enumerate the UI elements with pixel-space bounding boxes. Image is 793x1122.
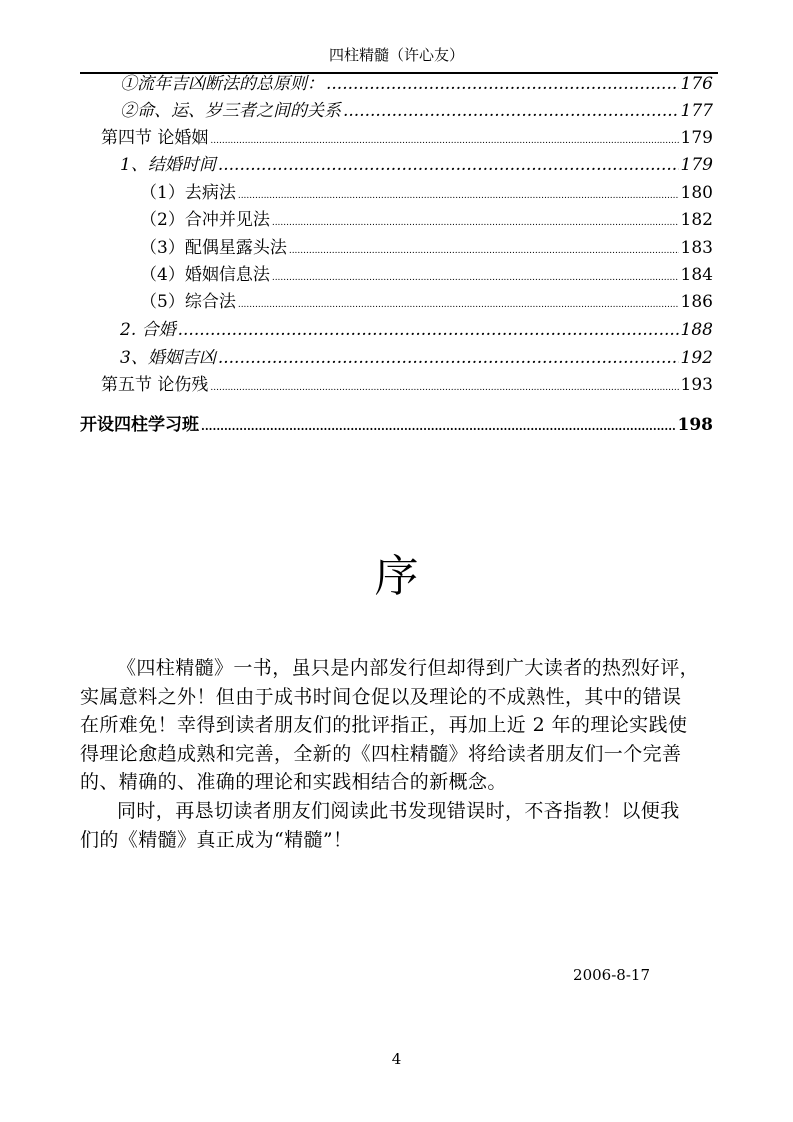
toc-entry[interactable] bbox=[140, 205, 713, 231]
leader-dots bbox=[218, 155, 679, 175]
leader-dots bbox=[210, 136, 678, 146]
leader-dots bbox=[326, 74, 679, 94]
toc-entry[interactable] bbox=[140, 178, 713, 204]
toc-label: （1）去病法 bbox=[140, 183, 236, 203]
toc-page: 193 bbox=[680, 375, 713, 395]
toc-entry[interactable] bbox=[140, 233, 713, 259]
toc-page: 179 bbox=[680, 155, 713, 175]
toc-page: 182 bbox=[680, 210, 713, 230]
preface-line: 的、精确的、准确的理论和实践相结合的新概念。 bbox=[80, 771, 507, 793]
toc-page: 179 bbox=[680, 128, 713, 148]
toc-page: 183 bbox=[680, 238, 713, 258]
toc-label: ①流年吉凶断法的总原则： bbox=[120, 74, 324, 94]
toc-label: （2）合冲并见法 bbox=[140, 210, 270, 230]
leader-dots bbox=[210, 383, 678, 393]
leader-dots bbox=[218, 348, 679, 368]
leader-dots bbox=[238, 300, 679, 310]
toc-entry[interactable] bbox=[101, 370, 713, 396]
toc-page: 184 bbox=[680, 265, 713, 285]
toc-page: 198 bbox=[677, 415, 713, 435]
preface-line: 们的《精髓》真正成为“精髓”！ bbox=[80, 829, 353, 851]
toc-entry[interactable] bbox=[80, 410, 713, 436]
leader-dots bbox=[289, 246, 679, 256]
toc-entry[interactable] bbox=[101, 123, 713, 149]
preface-line: 《四柱精髓》一书，虽只是内部发行但却得到广大读者的热烈好评， bbox=[117, 657, 700, 679]
toc-page: 192 bbox=[680, 348, 713, 368]
preface-title: 序 bbox=[374, 551, 419, 602]
preface-line: 在所难免！幸得到读者朋友们的批评指正，再加上近 2 年的理论实践使 bbox=[80, 714, 688, 736]
toc-page: 186 bbox=[680, 292, 713, 312]
leader-dots bbox=[272, 218, 679, 228]
toc-entry[interactable] bbox=[140, 260, 713, 286]
toc-entry[interactable] bbox=[120, 150, 713, 176]
preface-line: 得理论愈趋成熟和完善，全新的《四柱精髓》将给读者朋友们一个完善 bbox=[80, 743, 682, 765]
toc-label: 第五节 论伤残 bbox=[101, 375, 209, 395]
leader-dots bbox=[178, 320, 679, 340]
toc-label: 2. 合婚 bbox=[120, 320, 176, 340]
toc-label: （3）配偶星露头法 bbox=[140, 238, 287, 258]
toc-page: 176 bbox=[680, 74, 713, 94]
toc-entry[interactable] bbox=[120, 69, 713, 95]
toc-label: （4）婚姻信息法 bbox=[140, 265, 270, 285]
toc-page: 180 bbox=[680, 183, 713, 203]
leader-dots bbox=[201, 420, 676, 433]
running-header: 四柱精髓（许心友） bbox=[328, 46, 464, 64]
toc-entry[interactable] bbox=[120, 315, 713, 341]
preface-line: 同时，再恳切读者朋友们阅读此书发现错误时，不吝指教！以便我 bbox=[117, 800, 680, 822]
toc-label: 第四节 论婚姻 bbox=[101, 128, 209, 148]
toc-label: 1、结婚时间 bbox=[120, 155, 216, 175]
page-number: 4 bbox=[391, 1050, 402, 1068]
leader-dots bbox=[238, 191, 679, 201]
toc-entry[interactable] bbox=[120, 96, 713, 122]
toc-entry[interactable] bbox=[120, 343, 713, 369]
leader-dots bbox=[343, 101, 679, 121]
toc-page: 177 bbox=[680, 101, 713, 121]
toc-label: 3、婚姻吉凶 bbox=[120, 348, 216, 368]
toc-label: ②命、运、岁三者之间的关系 bbox=[120, 101, 341, 121]
preface-line: 实属意料之外！但由于成书时间仓促以及理论的不成熟性，其中的错误 bbox=[80, 686, 682, 708]
toc-page: 188 bbox=[680, 320, 713, 340]
toc-entry[interactable] bbox=[140, 287, 713, 313]
toc-label: 开设四柱学习班 bbox=[80, 415, 199, 435]
preface-date: 2006-8-17 bbox=[573, 966, 650, 984]
leader-dots bbox=[272, 273, 679, 283]
toc-label: （5）综合法 bbox=[140, 292, 236, 312]
